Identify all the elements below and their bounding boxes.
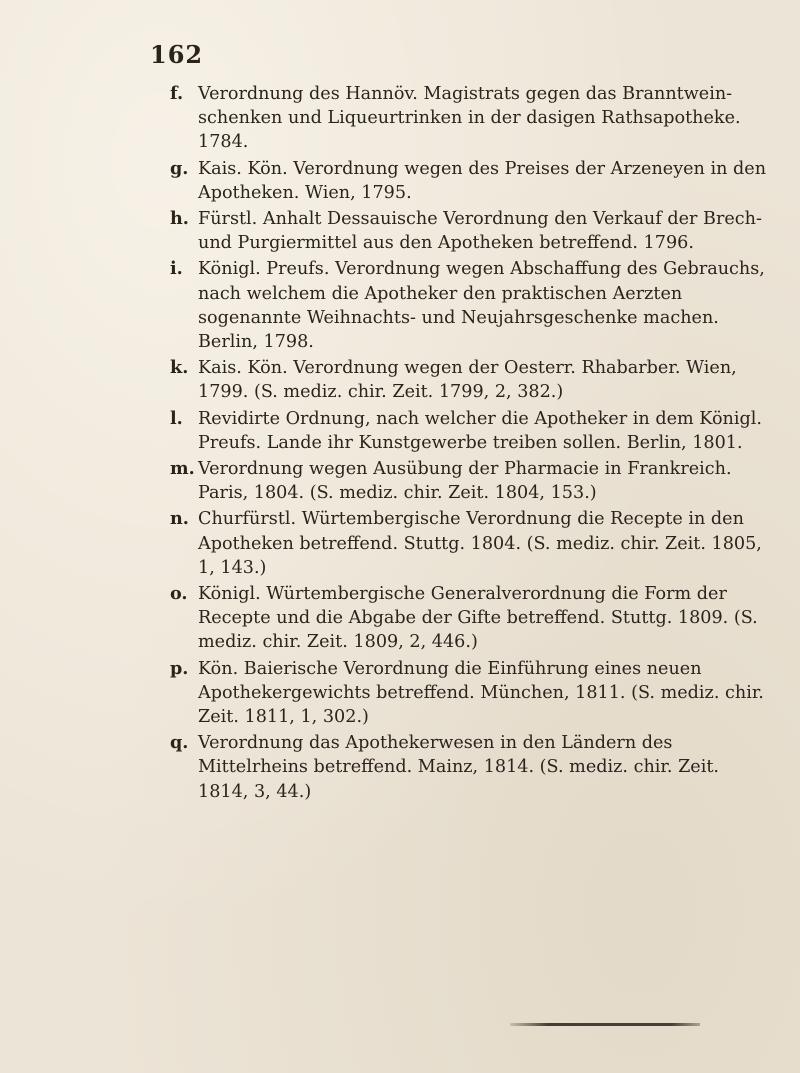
- list-item: [170, 207, 770, 255]
- entry-letter: l.: [170, 407, 183, 429]
- entry-text: Verordnung das Apothekerwesen in den Ländern des Mittelrheins betreffend. Mainz, 1814. (S. mediz. chir. Zeit. 1814, 3, 44.): [198, 733, 719, 802]
- list-item: [170, 257, 770, 354]
- list-item: [170, 356, 770, 404]
- list-item: [170, 407, 770, 455]
- list-item: [170, 507, 770, 580]
- list-item: [170, 582, 770, 655]
- entry-letter: h.: [170, 208, 189, 230]
- entry-text: Kön. Baierische Verordnung die Einführung eines neuen Apothekergewichts betreffend. München, 1811. (S. mediz. chir. Zeit. 1811, 1, 302.): [198, 658, 764, 728]
- bleed-through-rule: [510, 1023, 700, 1026]
- entry-letter: o.: [170, 583, 188, 605]
- entry-letter: i.: [170, 258, 183, 280]
- entry-text: Kais. Kön. Verordnung wegen des Preises der Arzeneyen in den Apotheken. Wien, 1795.: [198, 158, 767, 203]
- entry-text: Königl. Preufs. Verordnung wegen Abschaffung des Gebrauchs, nach welchem die Apotheker den praktischen Aerzten sogenannte Weihnachts- und Neujahrsgeschenke machen. Berlin, 1798.: [198, 259, 765, 353]
- entry-letter: k.: [170, 357, 189, 379]
- entry-letter: f.: [170, 83, 184, 104]
- entry-text: Fürstl. Anhalt Dessauische Verordnung den Verkauf der Brech- und Purgiermittel aus den Apotheken betreffend. 1796.: [198, 209, 762, 254]
- entry-text: Churfürstl. Würtembergische Verordnung die Recepte in den Apotheken betreffend. Stuttg. 1804. (S. mediz. chir. Zeit. 1805, 1, 143.): [198, 509, 762, 578]
- entry-text: Verordnung wegen Ausübung der Pharmacie in Frankreich. Paris, 1804. (S. mediz. chir. Zeit. 1804, 153.): [198, 459, 732, 504]
- list-item: [170, 82, 770, 155]
- list-item: [170, 657, 770, 730]
- entry-letter: q.: [170, 732, 189, 754]
- entry-letter: g.: [170, 157, 189, 179]
- list-item: [170, 157, 770, 205]
- entry-text: Königl. Würtembergische Generalverordnung die Form der Recepte und die Abgabe der Gifte betreffend. Stuttg. 1809. (S. mediz. chir. Zeit. 1809, 2, 446.): [198, 584, 758, 653]
- entry-text: Revidirte Ordnung, nach welcher die Apotheker in dem Königl. Preufs. Lande ihr Kunstgewerbe treiben sollen. Berlin, 1801.: [198, 408, 762, 453]
- list-item: [170, 731, 770, 804]
- entry-list: [170, 82, 770, 806]
- entry-text: Verordnung des Hannöv. Magistrats gegen das Branntwein-schenken und Liqueurtrinken in der dasigen Rathsapotheke. 1784.: [198, 84, 741, 153]
- entry-letter: n.: [170, 508, 189, 530]
- entry-letter: m.: [170, 458, 195, 480]
- entry-letter: p.: [170, 657, 189, 679]
- entry-text: Kais. Kön. Verordnung wegen der Oesterr. Rhabarber. Wien, 1799. (S. mediz. chir. Zeit. 1799, 2, 382.): [198, 358, 737, 403]
- list-item: [170, 457, 770, 505]
- page-number: 162: [150, 40, 204, 69]
